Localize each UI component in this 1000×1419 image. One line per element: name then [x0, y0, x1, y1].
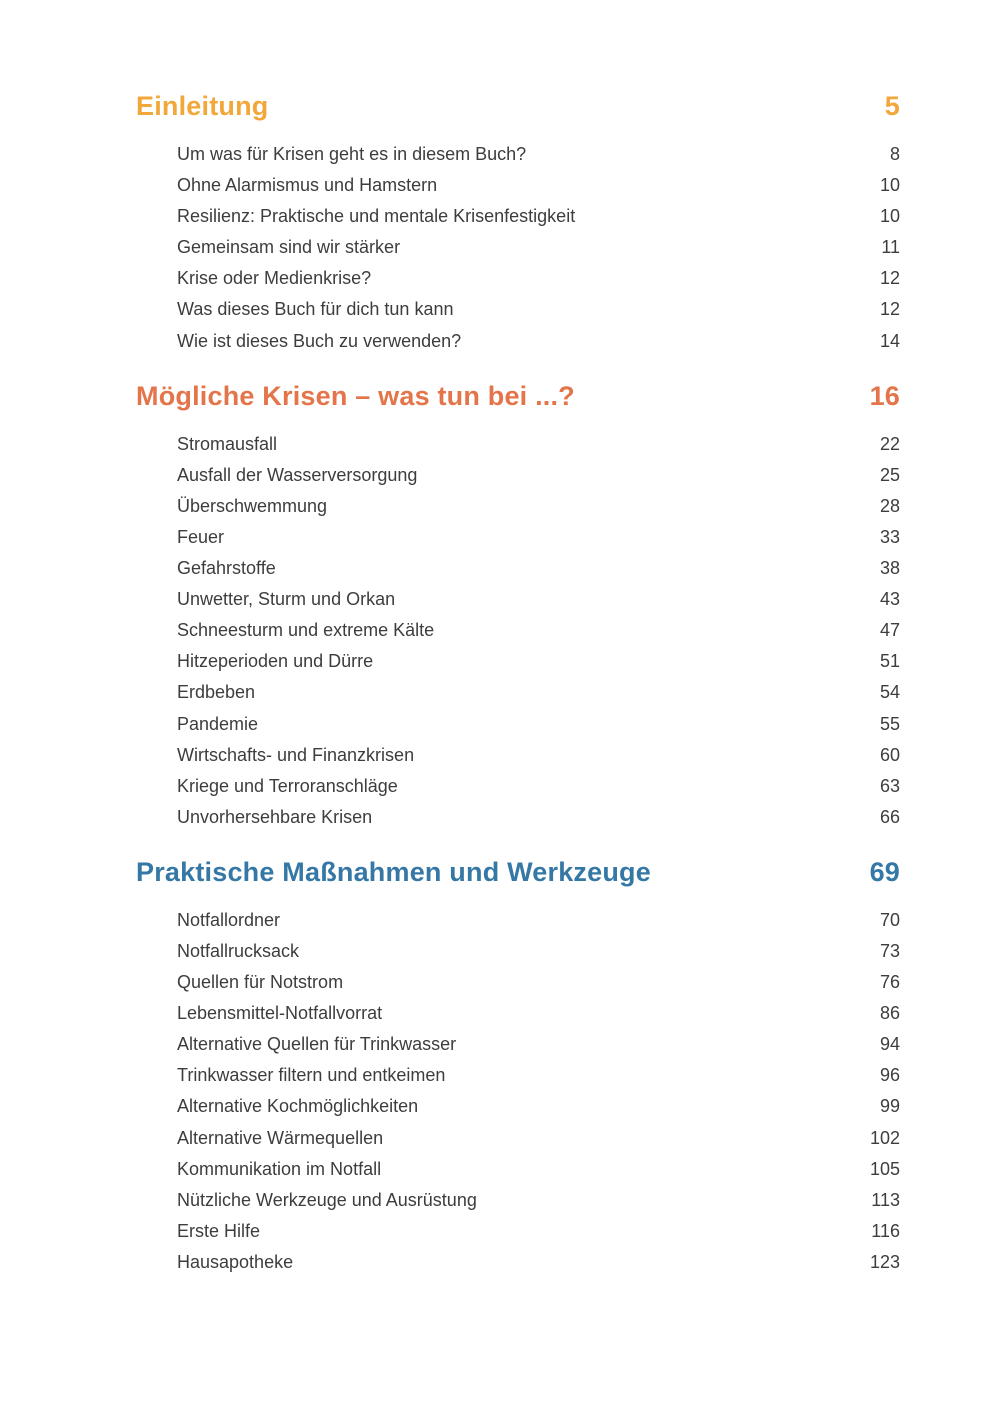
toc-item-label: Hausapotheke: [177, 1251, 294, 1272]
toc-item-page: 43: [879, 589, 900, 610]
toc-item-label: Wirtschafts- und Finanzkrisen: [177, 744, 415, 765]
section-page: 16: [869, 380, 900, 411]
toc-item-page: 25: [879, 464, 900, 485]
toc-item-label: Kommunikation im Notfall: [177, 1158, 382, 1179]
toc-item-page: 99: [879, 1096, 900, 1117]
toc-item-page: 10: [879, 175, 900, 196]
toc-item-page: 33: [879, 526, 900, 547]
toc-item-page: 12: [879, 299, 900, 320]
toc-item-label: Quellen für Notstrom: [177, 972, 344, 993]
toc-item: [136, 527, 900, 558]
section-title: Mögliche Krisen – was tun bei ...?: [136, 380, 575, 411]
toc-item: [136, 144, 900, 175]
section-items: [136, 144, 900, 362]
toc-item: [136, 237, 900, 268]
toc-item: [136, 620, 900, 651]
toc-item-label: Feuer: [177, 526, 225, 547]
toc-item-page: 66: [879, 806, 900, 827]
section-items: [136, 910, 900, 1283]
toc-item-label: Trinkwasser filtern und entkeimen: [177, 1065, 446, 1086]
toc-item: [136, 1221, 900, 1252]
toc-item-label: Ohne Alarmismus und Hamstern: [177, 175, 438, 196]
toc-item-label: Gemeinsam sind wir stärker: [177, 237, 401, 258]
toc-item-page: 51: [879, 651, 900, 672]
toc-item-page: 11: [881, 237, 900, 258]
toc-item: [136, 1128, 900, 1159]
toc-item: [136, 1065, 900, 1096]
section-title: Einleitung: [136, 91, 269, 121]
toc-item: [136, 941, 900, 972]
toc-item-label: Nützliche Werkzeuge und Ausrüstung: [177, 1189, 477, 1210]
toc-item-page: 96: [879, 1065, 900, 1086]
toc-item-page: 47: [879, 620, 900, 641]
toc-item-page: 102: [869, 1127, 900, 1148]
toc-item: [136, 1003, 900, 1034]
toc-item-page: 105: [869, 1158, 900, 1179]
toc-item: [136, 1252, 900, 1283]
toc-item: [136, 910, 900, 941]
toc-item: [136, 206, 900, 237]
toc-item-label: Alternative Kochmöglichkeiten: [177, 1096, 419, 1117]
toc-item-page: 76: [879, 972, 900, 993]
toc-item-label: Alternative Wärmequellen: [177, 1127, 384, 1148]
toc-item: [136, 776, 900, 807]
toc-item-label: Erste Hilfe: [177, 1220, 261, 1241]
toc-item-label: Was dieses Buch für dich tun kann: [177, 299, 454, 320]
toc-item-label: Kriege und Terroranschläge: [177, 775, 398, 796]
toc-item-page: 94: [879, 1034, 900, 1055]
toc-item: [136, 558, 900, 589]
toc-item-label: Wie ist dieses Buch zu verwenden?: [177, 330, 462, 351]
toc-item: [136, 682, 900, 713]
toc-item-page: 113: [871, 1189, 900, 1210]
toc-item-label: Alternative Quellen für Trinkwasser: [177, 1034, 457, 1055]
toc-item-page: 38: [879, 558, 900, 579]
toc-item-label: Resilienz: Praktische und mentale Krisenfestigkeit: [177, 206, 576, 227]
toc-item-label: Schneesturm und extreme Kälte: [177, 620, 435, 641]
toc-item: [136, 496, 900, 527]
toc-item-label: Um was für Krisen geht es in diesem Buch?: [177, 144, 527, 164]
toc-item-page: 86: [879, 1003, 900, 1024]
section-page: 5: [884, 91, 900, 121]
toc-item: [136, 1159, 900, 1190]
toc-item: [136, 465, 900, 496]
section-title: Praktische Maßnahmen und Werkzeuge: [136, 856, 651, 887]
toc-item-label: Unvorhersehbare Krisen: [177, 806, 373, 827]
toc-item-label: Pandemie: [177, 713, 259, 734]
section-header: [136, 88, 900, 124]
toc-item-page: 54: [879, 682, 900, 703]
toc-section: [136, 378, 900, 838]
toc-item-page: 12: [879, 268, 900, 289]
toc-item-label: Notfallrucksack: [177, 940, 300, 961]
toc-item: [136, 714, 900, 745]
toc-item-page: 8: [889, 144, 900, 164]
toc-item-page: 123: [869, 1251, 900, 1272]
toc-item-label: Krise oder Medienkrise?: [177, 268, 372, 289]
toc-item-label: Hitzeperioden und Dürre: [177, 651, 374, 672]
toc-item: [136, 1190, 900, 1221]
section-header: [136, 378, 900, 414]
toc-item: [136, 651, 900, 682]
section-items: [136, 434, 900, 838]
toc-item-page: 116: [871, 1220, 900, 1241]
toc-item: [136, 299, 900, 330]
toc-item-label: Notfallordner: [177, 909, 281, 930]
toc-item-page: 55: [879, 713, 900, 734]
toc-item: [136, 331, 900, 362]
toc-item-label: Überschwemmung: [177, 495, 328, 516]
toc-item: [136, 972, 900, 1003]
toc-item: [136, 745, 900, 776]
toc-item-page: 28: [879, 495, 900, 516]
toc-item: [136, 589, 900, 620]
toc-item-page: 22: [879, 433, 900, 454]
section-page: 69: [869, 856, 900, 887]
toc-item: [136, 807, 900, 838]
toc-section: [136, 88, 900, 362]
toc-item: [136, 175, 900, 206]
toc-item-label: Lebensmittel-Notfallvorrat: [177, 1003, 383, 1024]
toc-item: [136, 268, 900, 299]
toc-item-page: 10: [879, 206, 900, 227]
toc-item: [136, 1096, 900, 1127]
toc: [136, 88, 900, 1283]
toc-item: [136, 434, 900, 465]
toc-section: [136, 854, 900, 1283]
toc-item-label: Erdbeben: [177, 682, 256, 703]
toc-item-page: 73: [879, 940, 900, 961]
toc-item-page: 14: [879, 330, 900, 351]
toc-item-page: 60: [879, 744, 900, 765]
toc-item-label: Unwetter, Sturm und Orkan: [177, 589, 396, 610]
section-header: [136, 854, 900, 890]
toc-item-label: Stromausfall: [177, 433, 278, 454]
toc-item-page: 63: [879, 775, 900, 796]
toc-item: [136, 1034, 900, 1065]
toc-item-label: Ausfall der Wasserversorgung: [177, 464, 418, 485]
toc-item-label: Gefahrstoffe: [177, 558, 276, 579]
toc-item-page: 70: [879, 909, 900, 930]
